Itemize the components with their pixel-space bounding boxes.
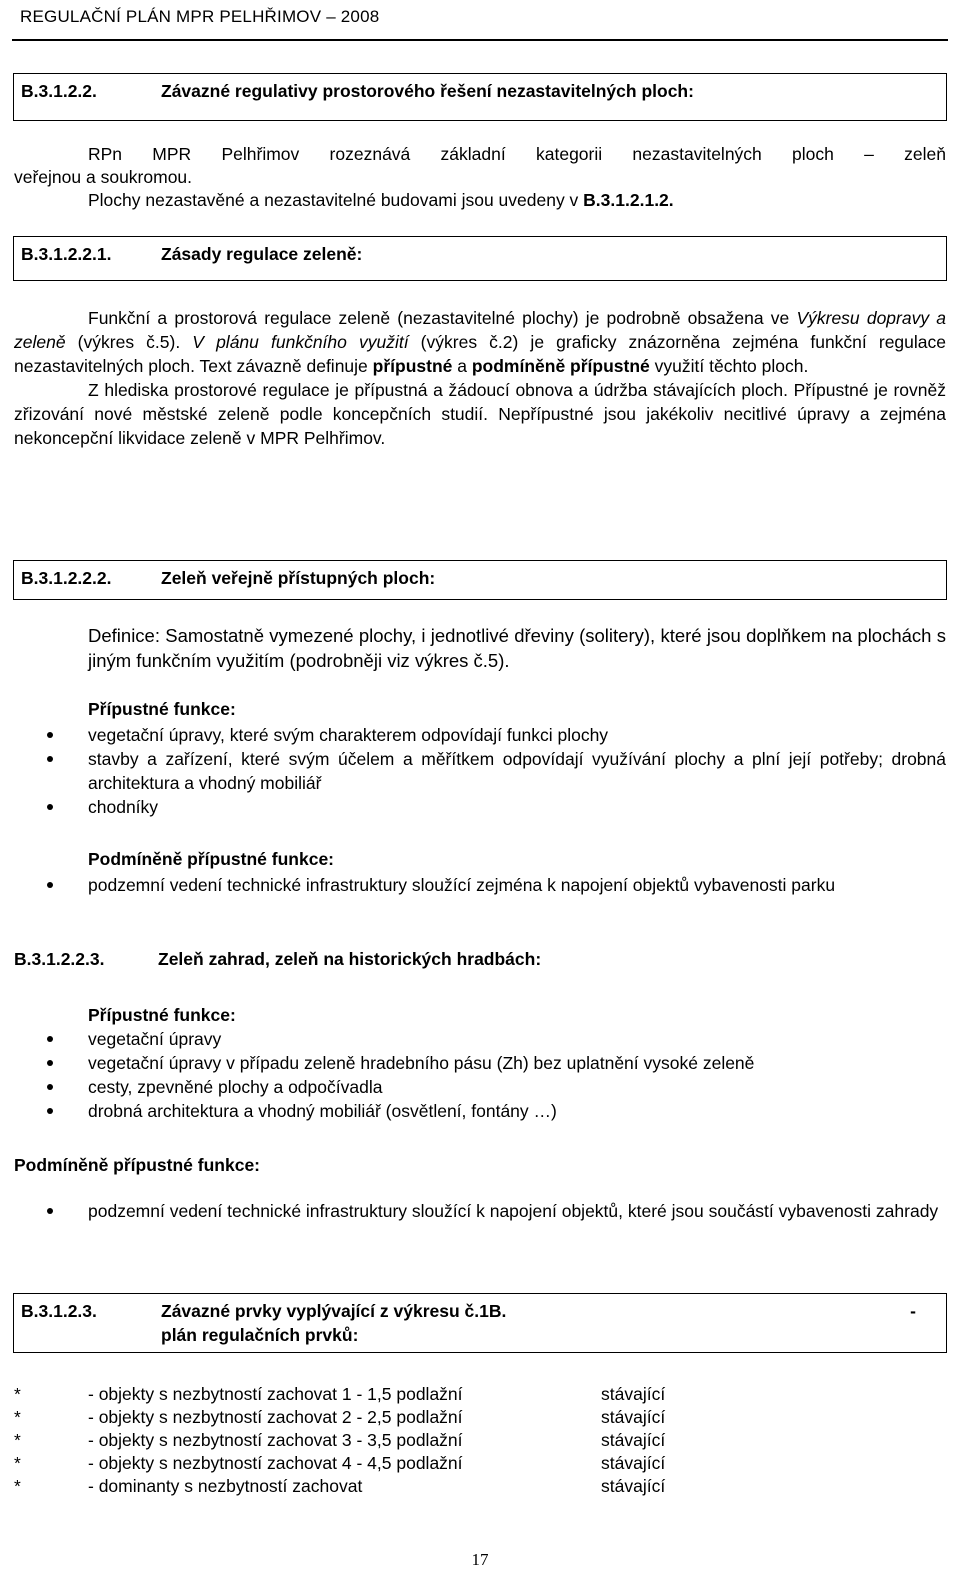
bullet-icon <box>47 804 53 810</box>
asterisk-marker: * <box>14 1453 21 1473</box>
item-description: - dominanty s nezbytností zachovat <box>88 1476 363 1496</box>
text-run: Funkční a prostorová regulace zeleně (nezastavitelné plochy) je podrobně obsažena ve <box>88 308 797 328</box>
bullet-icon <box>47 1060 53 1066</box>
text-run-italic: Výkresu dopravy a zeleně <box>14 308 947 352</box>
text-run: (výkres č.5). <box>65 332 193 352</box>
list-item <box>14 1452 946 1475</box>
list-item-text: stavby a zařízení, které svým účelem a měřítkem odpovídají využívání plochy a plní její potřeby; drobná architektura a vhodný mobiliář <box>88 749 946 793</box>
item-status: stávající <box>601 1453 666 1473</box>
section-heading <box>13 1293 947 1353</box>
section-title-dash: - <box>910 1301 916 1321</box>
list-item-text: vegetační úpravy, které svým charakterem odpovídají funkci plochy <box>88 725 609 745</box>
item-description: - objekty s nezbytností zachovat 2 - 2,5 podlažní <box>88 1407 463 1427</box>
page-number: 17 <box>471 1550 489 1569</box>
section-title: Zeleň zahrad, zeleň na historických hradbách: <box>158 949 542 969</box>
section-heading <box>14 948 542 971</box>
section-body <box>14 143 946 212</box>
list-item-text: vegetační úpravy v případu zeleně hradebního pásu (Zh) bez uplatnění vysoké zeleně <box>88 1053 755 1073</box>
item-status: stávající <box>601 1384 666 1404</box>
paragraph: Z hlediska prostorové regulace je přípustná a žádoucí obnova a údržba stávajících ploch. Přípustné je rovněž zřizování nové městské zeleně podle koncepčních studií. Nepřípustné jsou jakékoliv necitlivé úpravy a zejména nekoncepční likvidace zeleně v MPR Pelhřimov. <box>14 380 946 448</box>
allowed-functions <box>14 697 946 819</box>
section-code: B.3.1.2.2.1. <box>21 244 112 264</box>
section-title: Zeleň veřejně přístupných ploch: <box>161 568 436 588</box>
list-item-text: chodníky <box>88 797 159 817</box>
text-run: využití těchto ploch. <box>649 356 809 376</box>
conditional-functions <box>14 847 946 897</box>
conditional-label: Podmíněně přípustné funkce: <box>88 849 334 869</box>
section-body <box>14 306 946 450</box>
allowed-label: Přípustné funkce: <box>88 699 236 719</box>
header-rule <box>12 39 948 41</box>
section-heading <box>13 73 947 121</box>
list-item <box>14 795 946 819</box>
paragraph-text: Plochy nezastavěné a nezastavitelné budovami jsou uvedeny v <box>88 190 584 210</box>
list-item <box>14 1027 946 1051</box>
definition-text: Definice: Samostatně vymezené plochy, i jednotlivé dřeviny (solitery), které jsou doplňkem na plochách s jiným funkčním využitím (podrobněji viz výkres č.5). <box>88 625 946 671</box>
section-code: B.3.1.2.2.2. <box>21 568 112 588</box>
conditional-list <box>14 873 946 897</box>
text-run-bold: přípustné <box>372 356 453 376</box>
paragraph-continuation: veřejnou a soukromou. <box>14 167 193 187</box>
section-title: Závazné regulativy prostorového řešení nezastavitelných ploch: <box>161 81 694 101</box>
bullet-icon <box>47 1084 53 1090</box>
list-item <box>14 1429 946 1452</box>
section-subtitle: plán regulačních prvků: <box>161 1325 359 1345</box>
item-status: stávající <box>601 1430 666 1450</box>
bullet-icon <box>47 1108 53 1114</box>
paragraph <box>14 189 946 212</box>
list-item <box>14 723 946 747</box>
list-item-text: drobná architektura a vhodný mobiliář (osvětlení, fontány …) <box>88 1101 557 1121</box>
section-title: Zásady regulace zeleně: <box>161 244 363 264</box>
paragraph: RPn MPR Pelhřimov rozeznává základní kategorii nezastavitelných ploch – zeleň <box>88 144 946 164</box>
bullet-icon <box>47 1208 53 1214</box>
list-item <box>14 1475 946 1498</box>
section-heading <box>13 236 947 281</box>
asterisk-marker: * <box>14 1430 21 1450</box>
definition <box>14 623 946 673</box>
list-item <box>14 747 946 795</box>
allowed-list <box>14 723 946 819</box>
text-run-italic: V plánu funkčního využití <box>192 332 409 352</box>
item-status: stávající <box>601 1476 666 1496</box>
list-item <box>14 1383 946 1406</box>
bullet-icon <box>47 756 53 762</box>
text-run: (výkres č.2) je graficky znázorněna zejména funkční regulace nezastavitelných ploch. Text závazně definuje <box>14 332 946 376</box>
section-reference: B.3.1.2.1.2. <box>583 190 674 210</box>
list-item-text: cesty, zpevněné plochy a odpočívadla <box>88 1077 383 1097</box>
list-item <box>14 1099 946 1123</box>
section-code: B.3.1.2.2.3. <box>14 949 105 969</box>
section-title: Závazné prvky vyplývající z výkresu č.1B. <box>161 1301 507 1321</box>
conditional-list <box>14 1199 946 1224</box>
conditional-label: Podmíněně přípustné funkce: <box>14 1155 260 1175</box>
asterisk-marker: * <box>14 1476 21 1496</box>
conditional-functions <box>14 1199 946 1224</box>
list-item <box>14 873 946 897</box>
text-run-bold: podmíněně přípustné <box>471 356 650 376</box>
bullet-icon <box>47 732 53 738</box>
allowed-functions <box>14 1003 946 1123</box>
list-item-text: vegetační úpravy <box>88 1029 222 1049</box>
running-header: REGULAČNÍ PLÁN MPR PELHŘIMOV – 2008 <box>20 7 380 26</box>
allowed-label: Přípustné funkce: <box>88 1005 236 1025</box>
section-code: B.3.1.2.3. <box>21 1301 97 1321</box>
list-item <box>14 1199 946 1224</box>
list-item <box>14 1051 946 1075</box>
item-description: - objekty s nezbytností zachovat 4 - 4,5 podlažní <box>88 1453 463 1473</box>
section-code: B.3.1.2.2. <box>21 81 97 101</box>
text-run: a <box>452 356 472 376</box>
section-heading <box>13 560 947 600</box>
asterisk-marker: * <box>14 1384 21 1404</box>
item-description: - objekty s nezbytností zachovat 3 - 3,5 podlažní <box>88 1430 463 1450</box>
list-item-text: podzemní vedení technické infrastruktury sloužící zejména k napojení objektů vybavenosti parku <box>88 875 836 895</box>
paragraph <box>14 306 946 378</box>
asterisk-marker: * <box>14 1407 21 1427</box>
list-item-text: podzemní vedení technické infrastruktury sloužící k napojení objektů, které jsou součástí vybavenosti zahrady <box>88 1201 939 1221</box>
allowed-list <box>14 1027 946 1123</box>
list-item <box>14 1075 946 1099</box>
item-description: - objekty s nezbytností zachovat 1 - 1,5 podlažní <box>88 1384 463 1404</box>
regulation-elements-list <box>14 1383 946 1498</box>
bullet-icon <box>47 1036 53 1042</box>
item-status: stávající <box>601 1407 666 1427</box>
bullet-icon <box>47 882 53 888</box>
list-item <box>14 1406 946 1429</box>
